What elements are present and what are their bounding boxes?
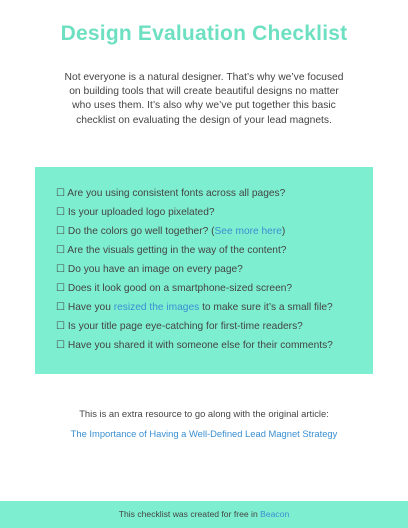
checklist-panel bbox=[35, 167, 373, 374]
footer-bar bbox=[0, 501, 408, 528]
resource-note: This is an extra resource to go along with the original article: bbox=[79, 408, 329, 419]
checklist-item bbox=[56, 264, 373, 283]
checkbox-icon[interactable]: ☐ bbox=[56, 188, 66, 199]
resized-images-link[interactable]: resized the images bbox=[113, 302, 200, 313]
checklist-item-text: Have you shared it with someone else for their comments? bbox=[67, 340, 333, 351]
page-title: Design Evaluation Checklist bbox=[60, 22, 348, 45]
checklist-item bbox=[56, 321, 373, 340]
checklist-item bbox=[56, 245, 373, 264]
checkbox-icon[interactable]: ☐ bbox=[56, 226, 66, 237]
checklist-item-text: Is your title page eye-catching for first-time readers? bbox=[67, 321, 303, 332]
checklist-item bbox=[56, 188, 373, 207]
checklist bbox=[35, 167, 373, 359]
checklist-item bbox=[56, 340, 373, 359]
checklist-item-text-end: ) bbox=[281, 226, 286, 237]
checklist-item-text: Is your uploaded logo pixelated? bbox=[67, 207, 215, 218]
checklist-item bbox=[56, 207, 373, 226]
checkbox-icon[interactable]: ☐ bbox=[56, 340, 66, 351]
checklist-item-text-end: to make sure it’s a small file? bbox=[199, 302, 333, 313]
checklist-item-text: Have you bbox=[67, 302, 114, 313]
checklist-item bbox=[56, 302, 373, 321]
checkbox-icon[interactable]: ☐ bbox=[56, 321, 66, 332]
checkbox-icon[interactable]: ☐ bbox=[56, 302, 66, 313]
intro-paragraph: Not everyone is a natural designer. That’s why we’ve focused on building tools that will create beautiful designs no matter who uses them. It’s also why we’ve put together this basic checklist on evaluating the design of your lead magnets. bbox=[64, 72, 344, 126]
checklist-item-text: Do you have an image on every page? bbox=[67, 264, 243, 275]
checklist-item bbox=[56, 283, 373, 302]
checklist-item bbox=[56, 226, 373, 245]
checkbox-icon[interactable]: ☐ bbox=[56, 283, 66, 294]
checklist-item-text: Does it look good on a smartphone-sized screen? bbox=[67, 283, 293, 294]
checkbox-icon[interactable]: ☐ bbox=[56, 264, 66, 275]
checklist-item-text: Are the visuals getting in the way of the content? bbox=[67, 245, 287, 256]
article-link[interactable]: The Importance of Having a Well-Defined Lead Magnet Strategy bbox=[70, 428, 338, 439]
checklist-item-text: Are you using consistent fonts across all pages? bbox=[67, 188, 286, 199]
checkbox-icon[interactable]: ☐ bbox=[56, 245, 66, 256]
footer-text: This checklist was created for free in bbox=[118, 509, 261, 519]
checklist-item-text: Do the colors go well together? ( bbox=[67, 226, 215, 237]
beacon-link[interactable]: Beacon bbox=[260, 509, 290, 519]
checkbox-icon[interactable]: ☐ bbox=[56, 207, 66, 218]
see-more-link[interactable]: See more here bbox=[214, 226, 282, 237]
